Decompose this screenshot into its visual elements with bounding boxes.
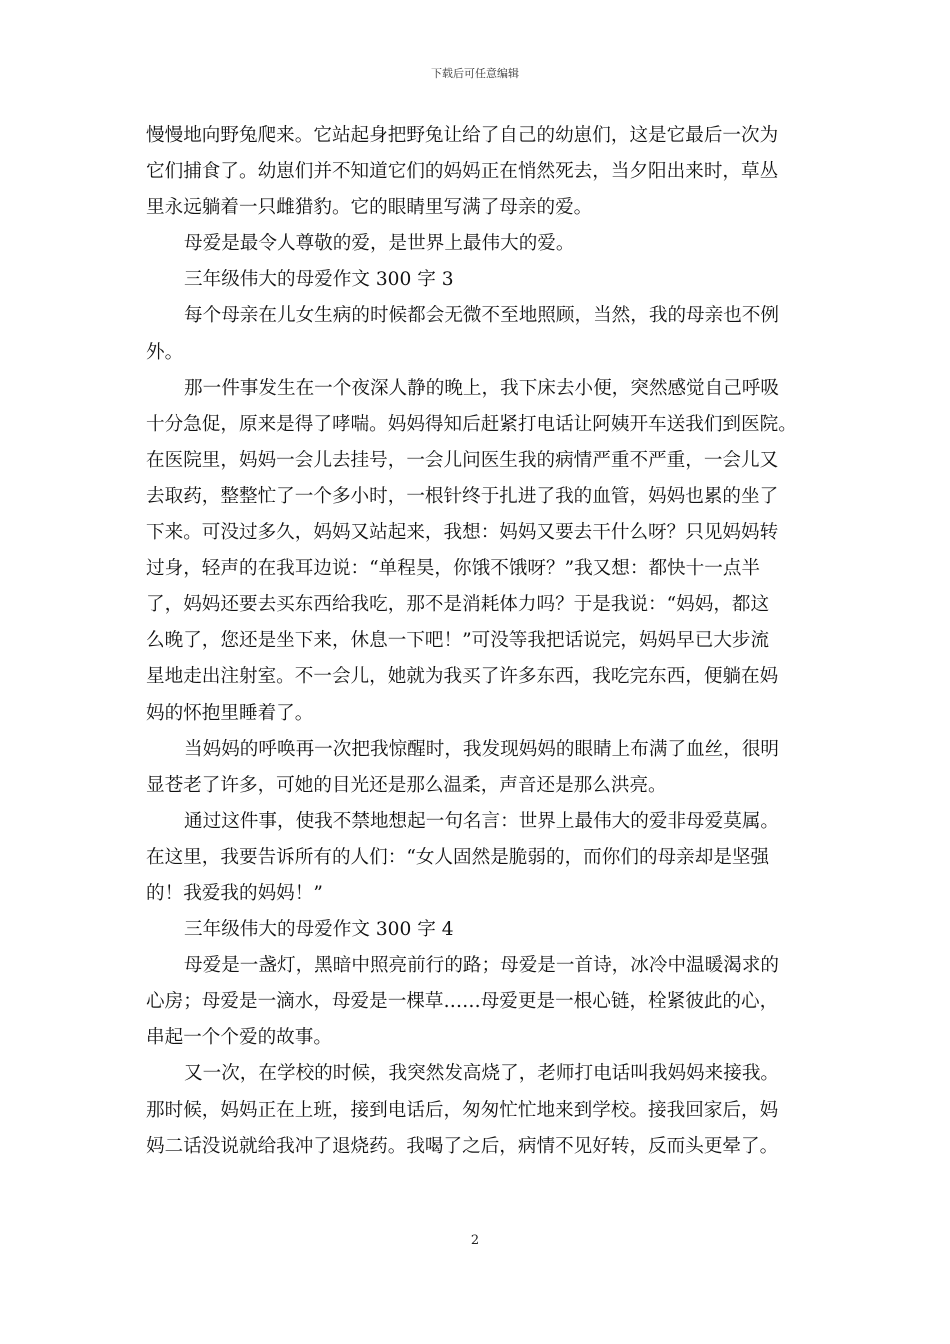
text-line: 每个母亲在儿女生病的时候都会无微不至地照顾，当然，我的母亲也不例 bbox=[184, 305, 780, 327]
text-line: 三年级伟大的母爱作文 300 字 3 bbox=[184, 269, 454, 291]
text-line: 那一件事发生在一个夜深人静的晚上，我下床去小便，突然感觉自己呼吸 bbox=[184, 377, 780, 399]
text-line: 在医院里，妈妈一会儿去挂号，一会儿问医生我的病情严重不严重，一会儿又 bbox=[146, 449, 779, 471]
text-line: 过身，轻声的在我耳边说：“单程昊，你饿不饿呀？”我又想：都快十一点半 bbox=[146, 558, 761, 580]
text-line: 心房；母爱是一滴水，母爱是一棵草……母爱更是一根心链，栓紧彼此的心， bbox=[146, 991, 779, 1013]
text-line: 在这里，我要告诉所有的人们：“女人固然是脆弱的，而你们的母亲却是坚强 bbox=[146, 846, 770, 868]
text-line: 母爱是最令人尊敬的爱，是世界上最伟大的爱。 bbox=[184, 233, 575, 255]
text-line: 十分急促，原来是得了哮喘。妈妈得知后赶紧打电话让阿姨开车送我们到医院。 bbox=[146, 413, 797, 435]
text-line: 慢慢地向野兔爬来。它站起身把野兔让给了自己的幼崽们，这是它最后一次为 bbox=[146, 125, 779, 146]
text-line: 它们捕食了。幼崽们并不知道它们的妈妈正在悄然死去，当夕阳出来时，草丛 bbox=[146, 161, 779, 183]
text-line: 那时候，妈妈正在上班，接到电话后，匆匆忙忙地来到学校。接我回家后，妈 bbox=[146, 1099, 779, 1121]
text-line: 了，妈妈还要去买东西给我吃，那不是消耗体力吗？于是我说：“妈妈，都这 bbox=[146, 594, 770, 616]
text-line: 当妈妈的呼唤再一次把我惊醒时，我发现妈妈的眼睛上布满了血丝，很明 bbox=[184, 738, 780, 760]
page-header: 下载后可任意编辑 bbox=[431, 67, 519, 80]
text-line: 妈的怀抱里睡着了。 bbox=[146, 702, 314, 724]
document-body bbox=[146, 118, 806, 1165]
text-line: 显苍老了许多，可她的目光还是那么温柔，声音还是那么洪亮。 bbox=[146, 774, 667, 796]
text-line: 母爱是一盏灯，黑暗中照亮前行的路；母爱是一首诗，冰冷中温暖渴求的 bbox=[184, 955, 780, 977]
text-line: 里永远躺着一只雌猎豹。它的眼睛里写满了母亲的爱。 bbox=[146, 197, 593, 219]
text-line: 又一次，在学校的时候，我突然发高烧了，老师打电话叫我妈妈来接我。 bbox=[184, 1063, 780, 1085]
text-line: 通过这件事，使我不禁地想起一句名言：世界上最伟大的爱非母爱莫属。 bbox=[184, 810, 780, 832]
text-line: 妈二话没说就给我冲了退烧药。我喝了之后，病情不见好转，反而头更晕了。 bbox=[146, 1135, 779, 1157]
text-line: 的！我爱我的妈妈！” bbox=[146, 882, 323, 904]
text-line: 么晚了，您还是坐下来，休息一下吧！”可没等我把话说完，妈妈早已大步流 bbox=[146, 630, 770, 652]
page-number: 2 bbox=[470, 1233, 480, 1248]
text-line: 去取药，整整忙了一个多小时，一根针终于扎进了我的血管，妈妈也累的坐了 bbox=[146, 485, 779, 507]
text-line: 下来。可没过多久，妈妈又站起来，我想：妈妈又要去干什么呀？只见妈妈转 bbox=[146, 522, 779, 544]
text-line: 星地走出注射室。不一会儿，她就为我买了许多东西，我吃完东西，便躺在妈 bbox=[146, 666, 779, 688]
text-line: 串起一个个爱的故事。 bbox=[146, 1027, 332, 1049]
text-line: 三年级伟大的母爱作文 300 字 4 bbox=[184, 919, 454, 941]
text-line: 外。 bbox=[146, 341, 184, 363]
